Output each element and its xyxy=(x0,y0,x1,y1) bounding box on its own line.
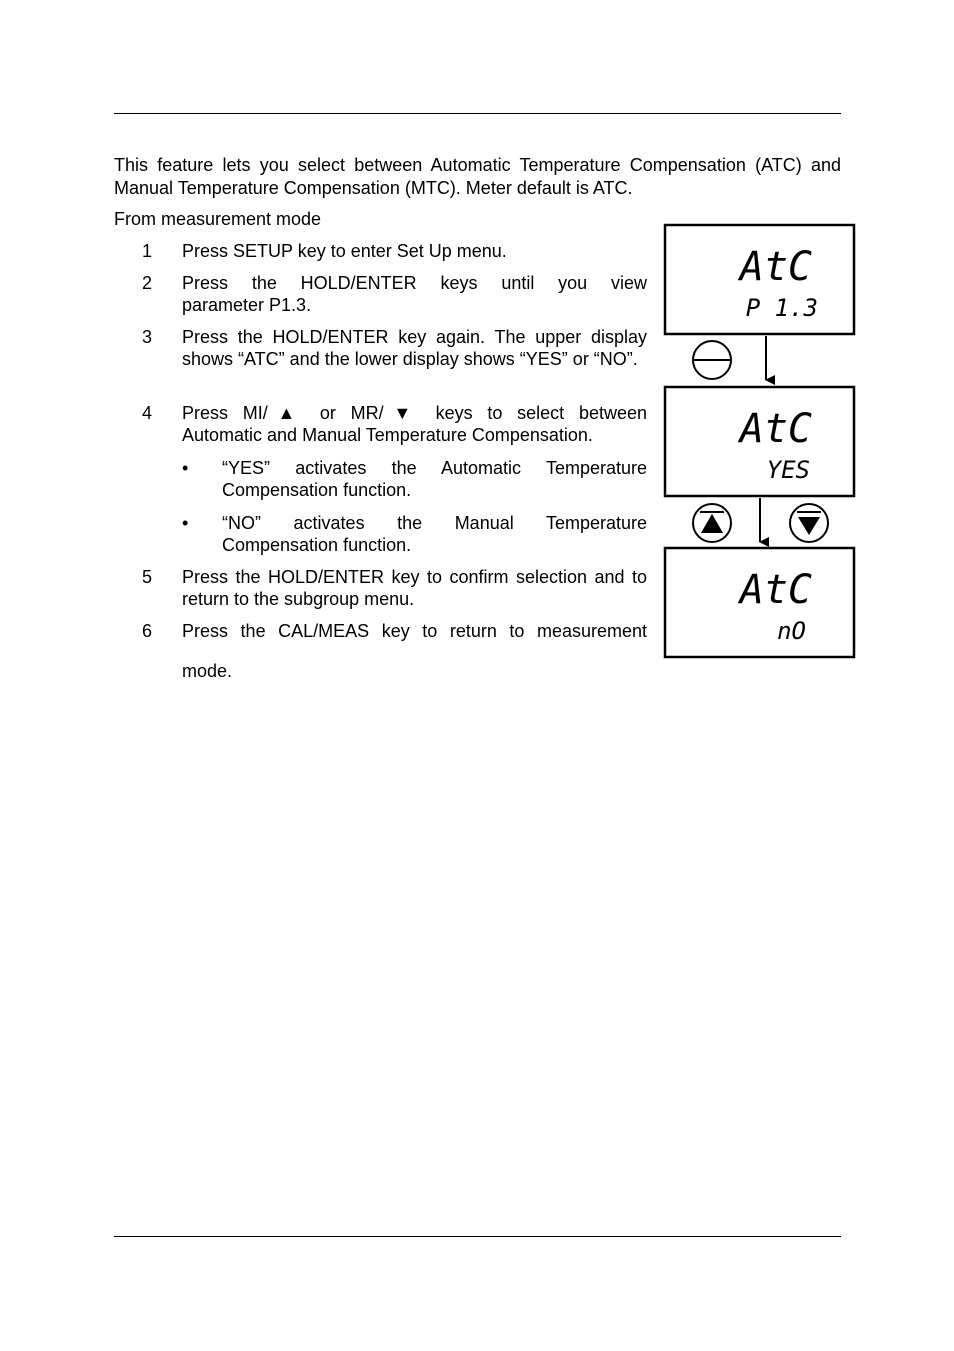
lcd-lower-text: YES xyxy=(766,456,810,484)
step-number: 3 xyxy=(142,327,153,347)
lcd-upper-text: AtC xyxy=(739,406,812,452)
step-text: Press the HOLD/ENTER key to confirm selection and to return to the subgroup menu. xyxy=(182,567,647,609)
enter-key-icon xyxy=(693,341,731,379)
step-number: 1 xyxy=(142,241,153,261)
bullet-text-line: Compensation function. xyxy=(222,480,412,500)
bullet-text-line: “NO” activates the Manual Temperature xyxy=(222,513,647,533)
step-3 xyxy=(142,326,647,370)
step-number: 4 xyxy=(142,403,153,423)
bullet-dot: • xyxy=(182,458,189,478)
lcd-upper-text: AtC xyxy=(739,244,812,290)
step-2 xyxy=(142,272,647,316)
step-number: 2 xyxy=(142,273,153,293)
lcd-lower-text: P 1.3 xyxy=(745,294,818,322)
step-6 xyxy=(142,620,647,682)
intro-paragraph: This feature lets you select between Automatic Temperature Compensation (ATC) and Manual Temperature Compensation (MTC). Meter default is ATC. xyxy=(114,155,841,198)
lcd-lower-text: nO xyxy=(777,617,806,645)
bullet-dot: • xyxy=(182,513,189,533)
step-4 xyxy=(142,402,647,446)
step-text: Press SETUP key to enter Set Up menu. xyxy=(182,241,507,261)
step-text-line: Press MI/▲ or MR/▼ keys to select between xyxy=(182,403,647,423)
step-text-line: Automatic and Manual Temperature Compensation. xyxy=(182,425,593,445)
bullet-yes xyxy=(182,457,647,501)
up-key-icon xyxy=(693,504,731,542)
header-rule xyxy=(114,113,841,114)
step-text-line: Press the HOLD/ENTER keys until you view xyxy=(182,273,647,293)
lcd-upper-text: AtC xyxy=(739,567,812,613)
step-text: Press the HOLD/ENTER key again. The upper display shows “ATC” and the lower display shows “YES” or “NO”. xyxy=(182,327,647,369)
step-text-line: Press the CAL/MEAS key to return to measurement xyxy=(182,621,647,641)
bullet-no xyxy=(182,512,647,556)
step-1 xyxy=(142,240,647,262)
bullet-text-line: Compensation function. xyxy=(222,535,412,555)
lcd-display-no xyxy=(665,548,854,657)
step-5 xyxy=(142,566,647,610)
step-number: 6 xyxy=(142,621,153,641)
step-number: 5 xyxy=(142,567,153,587)
footer-rule xyxy=(114,1236,841,1237)
from-mode-label: From measurement mode xyxy=(114,209,322,229)
bullet-text-line: “YES” activates the Automatic Temperature xyxy=(222,458,647,478)
down-key-icon xyxy=(790,504,828,542)
step-text-line: parameter P1.3. xyxy=(182,295,312,315)
lcd-display-yes xyxy=(665,387,854,496)
lcd-display-p13 xyxy=(665,225,854,334)
step-text-line: mode. xyxy=(182,661,233,681)
lcd-sequence-diagram xyxy=(660,220,860,665)
